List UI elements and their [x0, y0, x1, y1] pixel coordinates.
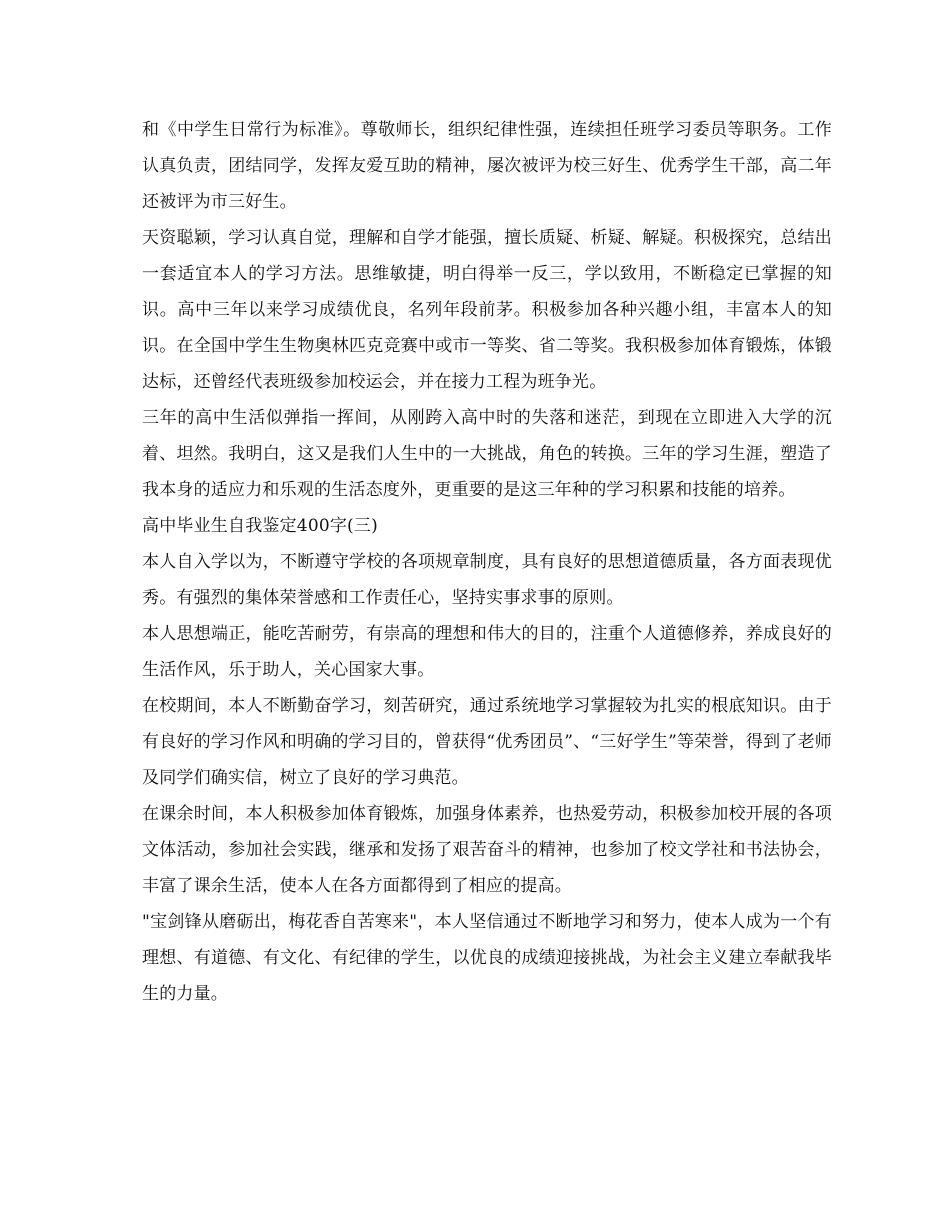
- paragraph-1: 和《中学生日常行为标准》。尊敬师长，组织纪律性强，连续担任班学习委员等职务。工作认真负责，团结同学，发挥友爱互助的精神，屡次被评为校三好生、优秀学生干部，高二年还被评为市三好生。: [142, 120, 832, 212]
- document-body: [142, 112, 832, 1012]
- paragraph-3: 三年的高中生活似弹指一挥间，从刚跨入高中时的失落和迷茫，到现在立即进入大学的沉着、坦然。我明白，这又是我们人生中的一大挑战，角色的转换。三年的学习生涯，塑造了我本身的适应力和乐观的生活态度外，更重要的是这三年种的学习积累和技能的培养。: [142, 408, 832, 500]
- section-heading: 高中毕业生自我鉴定400字(三): [142, 516, 378, 536]
- paragraph-6: 在校期间，本人不断勤奋学习，刻苦研究，通过系统地学习掌握较为扎实的根底知识。由于有良好的学习作风和明确的学习目的，曾获得“优秀团员”、“三好学生”等荣誉，得到了老师及同学们确实信，树立了良好的学习典范。: [142, 696, 832, 788]
- paragraph-8: "宝剑锋从磨砺出，梅花香自苦寒来"，本人坚信通过不断地学习和努力，使本人成为一个有理想、有道德、有文化、有纪律的学生，以优良的成绩迎接挑战，为社会主义建立奉献我毕生的力量。: [142, 912, 832, 1004]
- paragraph-2: 天资聪颖，学习认真自觉，理解和自学才能强，擅长质疑、析疑、解疑。积极探究，总结出一套适宜本人的学习方法。思维敏捷，明白得举一反三，学以致用，不断稳定已掌握的知识。高中三年以来学习成绩优良，名列年段前茅。积极参加各种兴趣小组，丰富本人的知识。在全国中学生生物奥林匹克竞赛中或市一等奖、省二等奖。我积极参加体育锻炼，体锻达标，还曾经代表班级参加校运会，并在接力工程为班争光。: [142, 228, 832, 392]
- paragraph-4: 本人自入学以为，不断遵守学校的各项规章制度，具有良好的思想道德质量，各方面表现优秀。有强烈的集体荣誉感和工作责任心，坚持实事求事的原则。: [142, 552, 832, 608]
- paragraph-7: 在课余时间，本人积极参加体育锻炼，加强身体素养，也热爱劳动，积极参加校开展的各项文体活动，参加社会实践，继承和发扬了艰苦奋斗的精神，也参加了校文学社和书法协会，丰富了课余生活，使本人在各方面都得到了相应的提高。: [142, 804, 832, 896]
- paragraph-5: 本人思想端正，能吃苦耐劳，有崇高的理想和伟大的目的，注重个人道德修养，养成良好的生活作风，乐于助人，关心国家大事。: [142, 624, 832, 680]
